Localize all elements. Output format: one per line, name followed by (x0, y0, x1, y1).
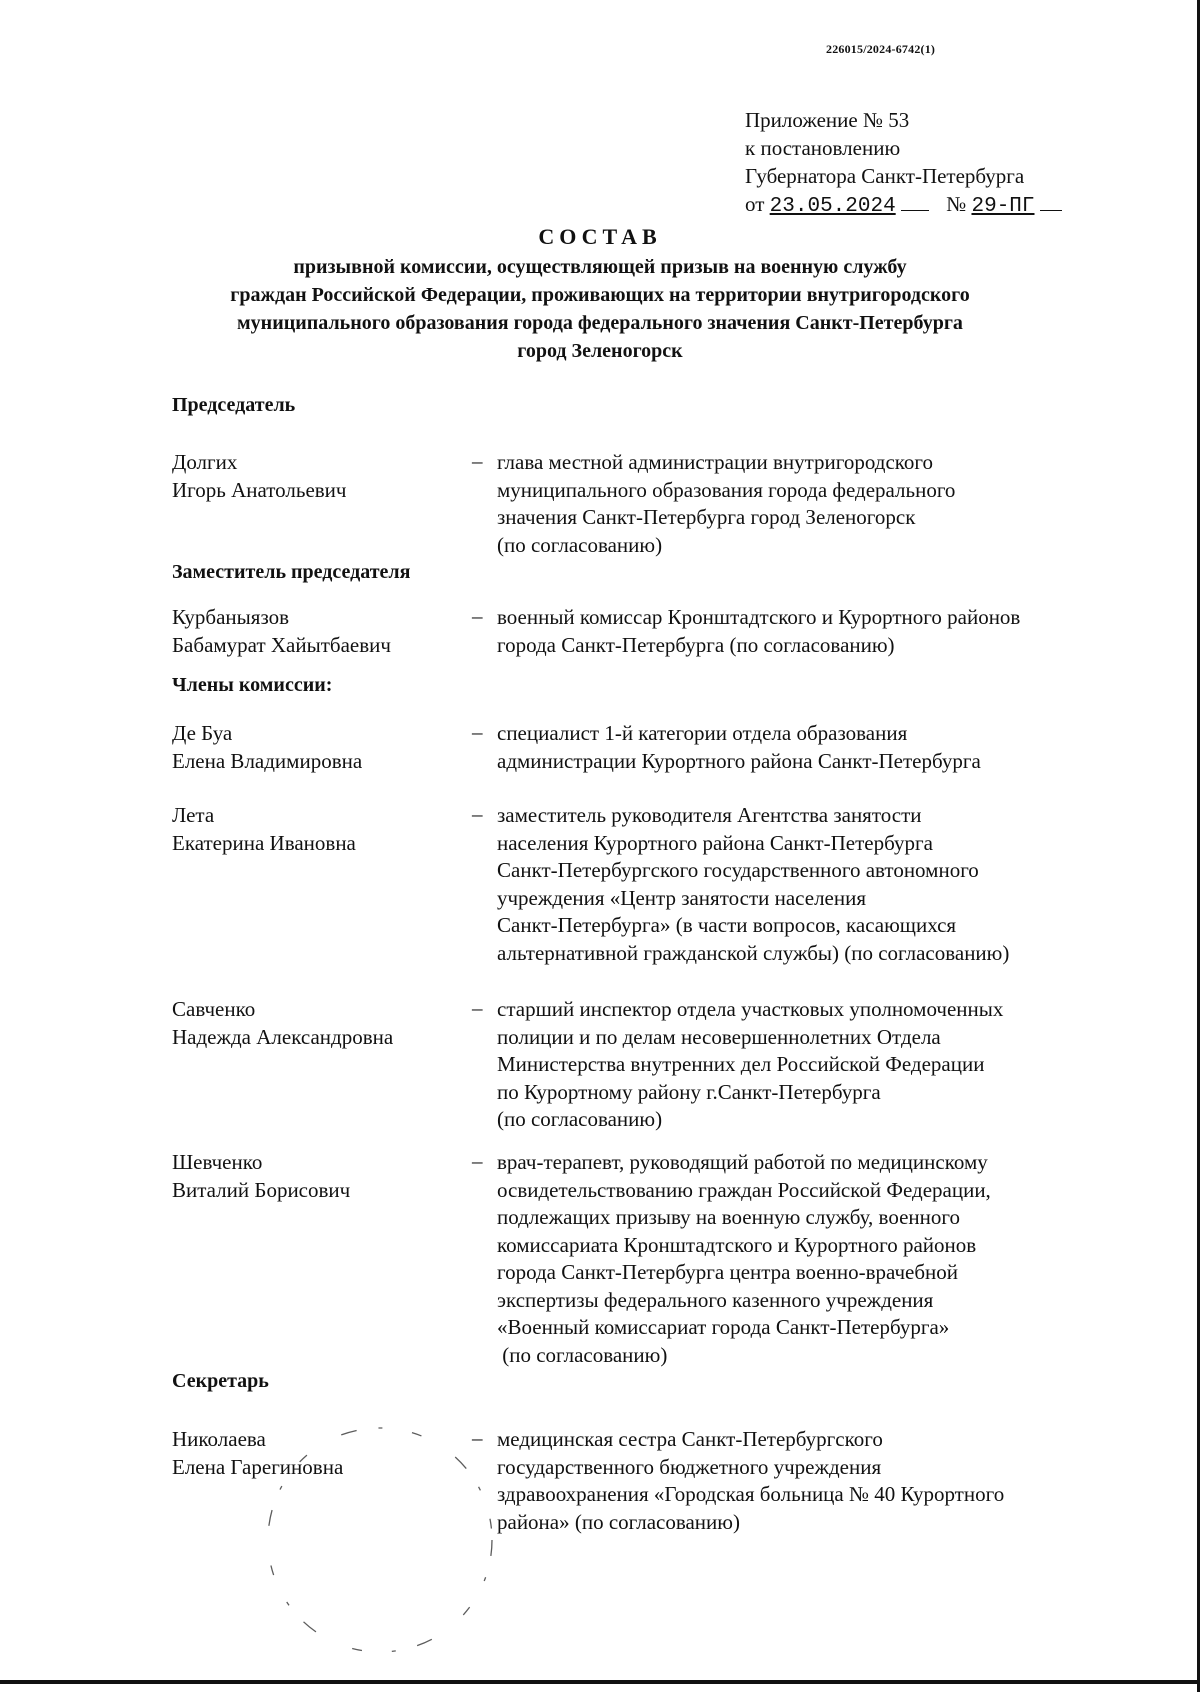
person-surname: Долгих (172, 450, 238, 474)
appendix-line: Губернатора Санкт-Петербурга (745, 164, 1025, 188)
document-title: СОСТАВ (538, 224, 662, 249)
member-person (172, 802, 356, 857)
person-surname: Лета (172, 803, 215, 827)
section-heading-chairman: Председатель (172, 394, 296, 416)
section-heading-deputy: Заместитель председателя (172, 561, 411, 583)
person-surname: Де Буа (172, 721, 233, 745)
position-line: города Санкт-Петербурга (по согласованию) (497, 632, 895, 657)
member-person (172, 720, 362, 775)
position-line: (по согласованию) (497, 1342, 668, 1367)
position-line: по Курортному району г.Санкт-Петербурга (497, 1079, 881, 1104)
position-line: врач-терапевт, руководящий работой по медицинскому (497, 1150, 988, 1174)
position-line: (по согласованию) (497, 532, 663, 557)
position-line: Санкт-Петербурга» (в части вопросов, касающихся (497, 913, 957, 937)
position-line: альтернативной гражданской службы) (по согласованию) (497, 940, 1010, 965)
position-line: «Военный комиссариат города Санкт-Петербурга» (497, 1315, 950, 1339)
subtitle-line: призывной комиссии, осуществляющей призыв на военную службу (293, 256, 907, 278)
date-prefix: от (745, 192, 765, 216)
position-line: города Санкт-Петербурга центра военно-врачебной (497, 1260, 959, 1284)
position-line: экспертизы федерального казенного учреждения (497, 1287, 934, 1312)
person-surname: Савченко (172, 997, 256, 1021)
dash: – (472, 802, 483, 826)
position-line: (по согласованию) (497, 1107, 663, 1131)
dash: – (472, 1149, 483, 1173)
person-surname: Курбаныязов (172, 605, 290, 629)
position-line: глава местной администрации внутригородского (497, 450, 934, 474)
dash: – (472, 720, 483, 744)
seal-stamp-icon (250, 1420, 530, 1670)
position-line: комиссариата Кронштадтского и Курортного районов (497, 1232, 977, 1257)
position-line: учреждения «Центр занятости населения (497, 885, 867, 910)
appendix-line: к постановлению (745, 136, 901, 160)
person-name: Игорь Анатольевич (172, 477, 347, 502)
position-line: специалист 1-й категории отдела образования (497, 721, 908, 745)
position-line: значения Санкт-Петербурга город Зеленогорск (497, 505, 916, 529)
number-prefix: № (946, 192, 967, 216)
dash: – (472, 1426, 483, 1450)
appendix-block (745, 106, 1062, 221)
page-border-bottom (0, 1680, 1200, 1684)
deputy-position (497, 604, 1020, 659)
member-position (497, 996, 1003, 1134)
position-line: муниципального образования города федерального (497, 477, 956, 502)
position-line: государственного бюджетного учреждения (497, 1454, 882, 1479)
position-line: Министерства внутренних дел Российской Федерации (497, 1052, 985, 1076)
person-name: Елена Владимировна (172, 748, 363, 773)
person-name: Виталий Борисович (172, 1177, 351, 1202)
subtitle-line: граждан Российской Федерации, проживающих на территории внутригородского (230, 284, 970, 306)
position-line: Санкт-Петербургского государственного автономного (497, 858, 979, 882)
secretary-position (497, 1426, 1004, 1536)
person-name: Бабамурат Хайытбаевич (172, 632, 391, 657)
position-line: военный комиссар Кронштадтского и Курортного районов (497, 605, 1021, 629)
member-person (172, 996, 393, 1051)
appendix-date-line (745, 190, 1062, 221)
dash: – (472, 604, 483, 628)
member-person (172, 1149, 350, 1204)
position-line: администрации Курортного района Санкт-Петербурга (497, 748, 981, 773)
member-position (497, 1149, 991, 1369)
position-line: медицинская сестра Санкт-Петербургского (497, 1427, 883, 1451)
position-line: заместитель руководителя Агентства занятости (497, 803, 922, 827)
position-line: подлежащих призыву на военную службу, военного (497, 1205, 960, 1229)
person-surname: Шевченко (172, 1150, 263, 1174)
section-heading-members: Члены комиссии: (172, 674, 333, 696)
subtitle-line: город Зеленогорск (517, 340, 683, 362)
person-name: Надежда Александровна (172, 1024, 394, 1049)
section-heading-secretary: Секретарь (172, 1370, 269, 1392)
position-line: освидетельствованию граждан Российской Федерации, (497, 1177, 991, 1202)
chairman-position (497, 449, 955, 559)
appendix-line: Приложение № 53 (745, 108, 910, 132)
position-line: здравоохранения «Городская больница № 40 Курортного (497, 1482, 1005, 1506)
member-position (497, 720, 981, 775)
subtitle-line: муниципального образования города федерального значения Санкт-Петербурга (237, 312, 963, 334)
position-line: старший инспектор отдела участковых уполномоченных (497, 997, 1004, 1021)
position-line: населения Курортного района Санкт-Петербурга (497, 830, 933, 855)
dash: – (472, 996, 483, 1020)
chairman-person (172, 449, 346, 504)
date-value: 23.05.2024 (769, 195, 896, 218)
person-name: Елена Гарегиновна (172, 1454, 344, 1479)
dash: – (472, 449, 483, 473)
document-subtitle (150, 253, 1050, 365)
member-position (497, 802, 1009, 967)
person-name: Екатерина Ивановна (172, 830, 356, 855)
number-value: 29-ПГ (971, 195, 1035, 218)
position-line: района» (по согласованию) (497, 1509, 740, 1534)
position-line: полиции и по делам несовершеннолетних Отдела (497, 1024, 941, 1049)
deputy-person (172, 604, 391, 659)
person-surname: Николаева (172, 1427, 266, 1451)
document-number: 226015/2024-6742(1) (826, 42, 936, 56)
